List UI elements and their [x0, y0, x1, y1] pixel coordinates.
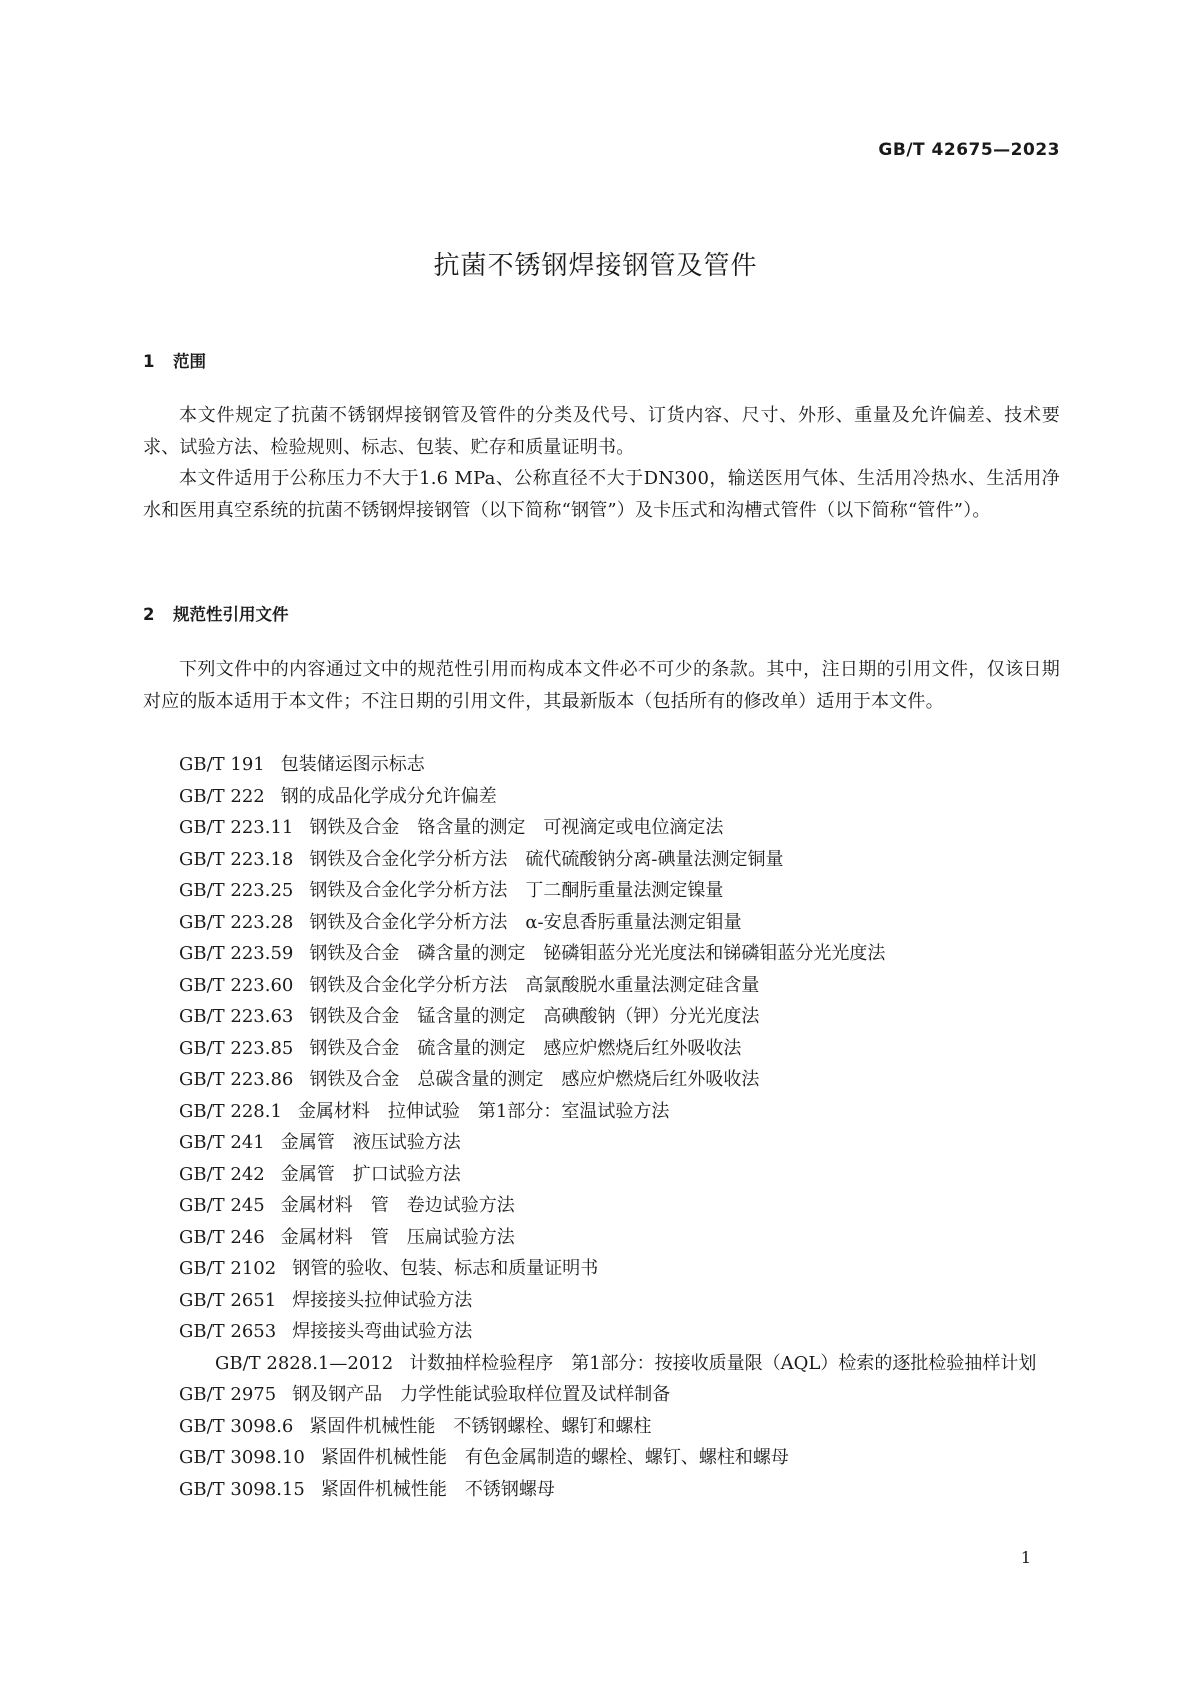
list-item [143, 812, 1060, 844]
reference-code: GB/T 223.85 [179, 1037, 294, 1059]
reference-code: GB/T 2975 [179, 1384, 277, 1405]
reference-title: 钢铁及合金 硫含量的测定 感应炉燃烧后红外吸收法 [309, 1037, 742, 1059]
reference-title: 金属材料 管 压扁试验方法 [280, 1226, 515, 1248]
reference-title: 计数抽样检验程序 第1部分：按接收质量限（AQL）检索的逐批检验抽样计划 [409, 1352, 1037, 1374]
list-item [143, 1222, 1060, 1254]
reference-code: GB/T 223.28 [179, 911, 294, 933]
list-item [143, 1190, 1060, 1222]
list-item [143, 1316, 1060, 1348]
reference-title: 钢铁及合金化学分析方法 硫代硫酸钠分离-碘量法测定铜量 [309, 848, 784, 870]
reference-title: 钢铁及合金 铬含量的测定 可视滴定或电位滴定法 [309, 817, 724, 838]
section-title: 规范性引用文件 [173, 605, 289, 624]
scope-paragraph-1: 本文件规定了抗菌不锈钢焊接钢管及管件的分类及代号、订货内容、尺寸、外形、重量及允许偏差、技术要求、试验方法、检验规则、标志、包装、贮存和质量证明书。 [143, 405, 1060, 458]
reference-code: GB/T 241 [179, 1132, 265, 1153]
list-item [143, 844, 1060, 876]
reference-title: 包装储运图示标志 [280, 754, 425, 775]
document-title: 抗菌不锈钢焊接钢管及管件 [433, 251, 758, 281]
reference-title: 钢管的验收、包装、标志和质量证明书 [292, 1258, 599, 1279]
list-item [143, 1096, 1060, 1128]
list-item [143, 907, 1060, 939]
reference-code: GB/T 242 [179, 1163, 265, 1185]
reference-code: GB/T 246 [179, 1226, 265, 1248]
reference-title: 紧固件机械性能 不锈钢螺栓、螺钉和螺柱 [309, 1415, 652, 1437]
reference-code: GB/T 223.11 [179, 817, 294, 838]
list-item [143, 1285, 1060, 1317]
reference-title: 钢及钢产品 力学性能试验取样位置及试样制备 [292, 1384, 671, 1405]
list-item [143, 1348, 1060, 1380]
reference-list [143, 749, 1060, 1505]
reference-title: 钢的成品化学成分允许偏差 [280, 785, 497, 807]
list-item [143, 1064, 1060, 1096]
reference-title: 金属材料 拉伸试验 第1部分：室温试验方法 [297, 1100, 670, 1122]
reference-code: GB/T 2828.1—2012 [215, 1352, 394, 1374]
reference-title: 紧固件机械性能 有色金属制造的螺栓、螺钉、螺柱和螺母 [320, 1447, 789, 1468]
reference-code: GB/T 228.1 [179, 1100, 282, 1122]
reference-title: 钢铁及合金化学分析方法 丁二酮肟重量法测定镍量 [309, 880, 724, 901]
reference-title: 金属材料 管 卷边试验方法 [280, 1195, 515, 1216]
scope-paragraph-2: 本文件适用于公称压力不大于1.6 MPa、公称直径不大于DN300，输送医用气体、生活用冷热水、生活用净水和医用真空系统的抗菌不锈钢焊接钢管（以下简称“钢管”）及卡压式和沟槽式管件（以下简称“管件”）。 [143, 468, 1060, 521]
list-item [143, 1474, 1060, 1506]
section-heading-normative-references [143, 601, 289, 625]
list-item [143, 1127, 1060, 1159]
list-item [143, 1253, 1060, 1285]
reference-title: 钢铁及合金化学分析方法 α-安息香肟重量法测定钼量 [309, 911, 742, 933]
list-item [143, 1411, 1060, 1443]
reference-code: GB/T 223.25 [179, 880, 294, 901]
reference-code: GB/T 223.63 [179, 1006, 294, 1027]
section-number: 1 [143, 352, 155, 371]
reference-title: 紧固件机械性能 不锈钢螺母 [320, 1478, 555, 1500]
list-item [143, 781, 1060, 813]
list-item [143, 1033, 1060, 1065]
list-item [143, 875, 1060, 907]
section-number: 2 [143, 605, 155, 624]
references-intro-paragraph: 下列文件中的内容通过文中的规范性引用而构成本文件必不可少的条款。其中，注日期的引用文件，仅该日期对应的版本适用于本文件；不注日期的引用文件，其最新版本（包括所有的修改单）适用于本文件。 [143, 659, 1060, 712]
reference-code: GB/T 3098.10 [179, 1447, 305, 1468]
reference-code: GB/T 3098.6 [179, 1415, 294, 1437]
reference-title: 焊接接头弯曲试验方法 [292, 1321, 473, 1342]
reference-code: GB/T 191 [179, 754, 265, 775]
section-title: 范围 [173, 352, 206, 371]
list-item [143, 1442, 1060, 1474]
reference-title: 钢铁及合金 总碳含量的测定 感应炉燃烧后红外吸收法 [309, 1069, 760, 1090]
reference-code: GB/T 223.59 [179, 943, 294, 964]
list-item [143, 749, 1060, 781]
reference-code: GB/T 2653 [179, 1321, 277, 1342]
reference-title: 钢铁及合金化学分析方法 高氯酸脱水重量法测定硅含量 [309, 974, 760, 996]
section-heading-scope [143, 348, 206, 372]
reference-title: 焊接接头拉伸试验方法 [292, 1289, 473, 1311]
reference-code: GB/T 2651 [179, 1289, 277, 1311]
list-item [143, 1379, 1060, 1411]
reference-code: GB/T 3098.15 [179, 1478, 305, 1500]
reference-title: 钢铁及合金 磷含量的测定 铋磷钼蓝分光光度法和锑磷钼蓝分光光度法 [309, 943, 886, 964]
page-number: 1 [1020, 1548, 1031, 1567]
reference-code: GB/T 223.60 [179, 974, 294, 996]
reference-code: GB/T 222 [179, 785, 265, 807]
reference-code: GB/T 245 [179, 1195, 265, 1216]
list-item [143, 1159, 1060, 1191]
list-item [143, 1001, 1060, 1033]
standard-number: GB/T 42675—2023 [878, 140, 1060, 160]
reference-code: GB/T 2102 [179, 1258, 277, 1279]
list-item [143, 938, 1060, 970]
reference-code: GB/T 223.18 [179, 848, 294, 870]
list-item [143, 970, 1060, 1002]
reference-code: GB/T 223.86 [179, 1069, 294, 1090]
reference-title: 金属管 扩口试验方法 [280, 1163, 461, 1185]
reference-title: 钢铁及合金 锰含量的测定 高碘酸钠（钾）分光光度法 [309, 1006, 760, 1027]
reference-title: 金属管 液压试验方法 [280, 1132, 461, 1153]
